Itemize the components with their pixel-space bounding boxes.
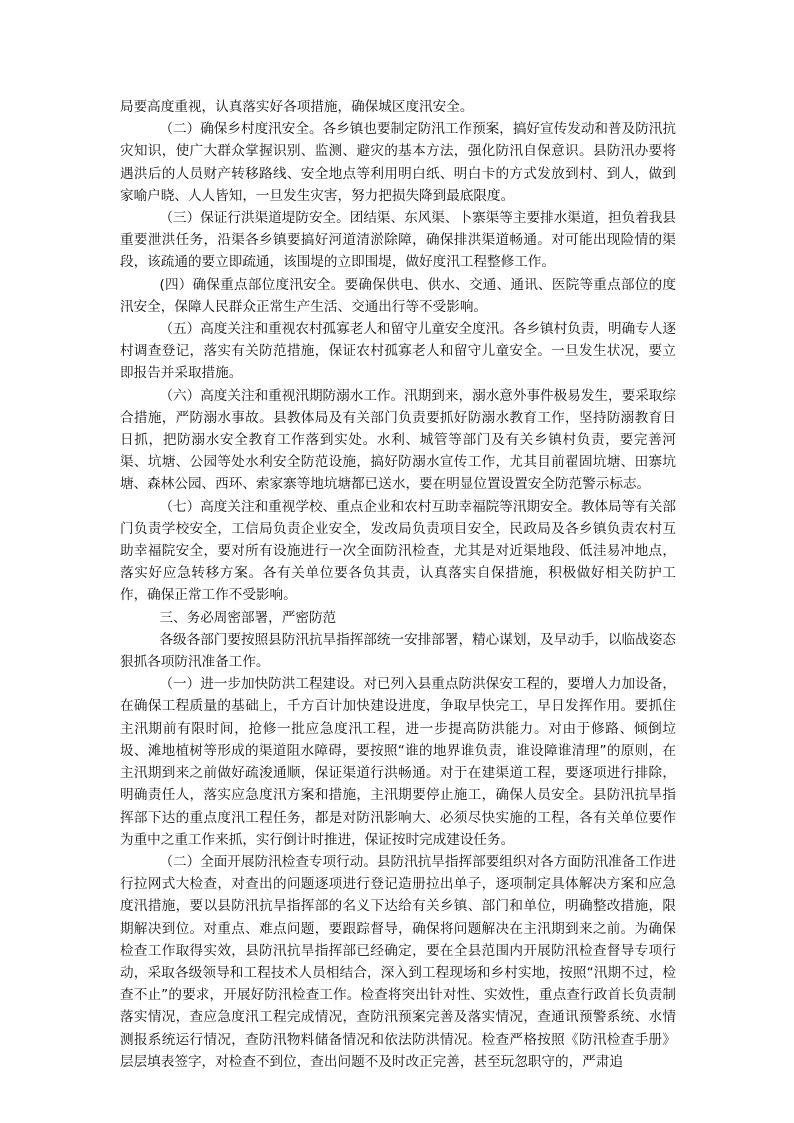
paragraph-channel-levee-safety: （三）保证行洪渠道堤防安全。团结渠、东风渠、卜寨渠等主要排水渠道，担负着我县重要泄洪任务，沿渠各乡镇要搞好河道清淤除障，确保排洪渠道畅通。对可能出现险情的渠段，该疏通的要立即疏通，该围堤的立即围堤，做好度汛工程整修工作。 <box>120 210 676 271</box>
paragraph-section-intro: 各级各部门要按照县防汛抗旱指挥部统一安排部署，精心谋划，及早动手，以临战姿态狠抓各项防汛准备工作。 <box>120 631 676 671</box>
paragraph-rural-flood-safety: （二）确保乡村度汛安全。各乡镇也要制定防汛工作预案，搞好宣传发动和普及防汛抗灾知识，使广大群众掌握识别、监测、避灾的基本方法，强化防汛自保意识。县防汛办要将遇洪后的人员财产转移路线、安全地点等利用明白纸、明白卡的方式发放到村、到人，做到家喻户晓、人人皆知，一旦发生灾害，努力把损失降到最底限度。 <box>120 121 676 204</box>
paragraph-key-sites-safety: (四）确保重点部位度汛安全。要确保供电、供水、交通、通讯、医院等重点部位的度汛安全，保障人民群众正常生产生活、交通出行等不受影响。 <box>120 276 676 315</box>
section-heading: 三、务必周密部署，严密防范 <box>159 609 337 626</box>
paragraph-schools-enterprises-safety: （七）高度关注和重视学校、重点企业和农村互助幸福院等汛期安全。教体局等有关部门负责学校安全，工信局负责企业安全，发改局负责项目安全，民政局及各乡镇负责农村互助幸福院安全，要对所有设施进行一次全面防汛检查，尤其是对近渠地段、低洼易冲地点，落实好应急转移方案。各有关单位要各负其责，认真落实自保措施，积极做好相关防护工作，确保正常工作不受影响。 <box>120 498 676 604</box>
paragraph-elderly-children-safety: （五）高度关注和重视农村孤寡老人和留守儿童安全度汛。各乡镇村负责，明确专人逐村调查登记，落实有关防范措施，保证农村孤寡老人和留守儿童安全。一旦发生状况，要立即报告并采取措施。 <box>120 321 676 382</box>
paragraph-drowning-prevention: （六）高度关注和重视汛期防溺水工作。汛期到来，溺水意外事件极易发生，要采取综合措施，严防溺水事故。县教体局及有关部门负责要抓好防溺水教育工作，坚持防溺教育日日抓，把防溺水安全教育工作落到实处。水利、城管等部门及有关乡镇村负责，要完善河渠、坑塘、公园等处水利安全防范设施，搞好防溺水宣传工作，尤其目前翟固坑塘、田寨坑塘、森林公园、西环、索家寨等地坑塘都已送水，要在明显位置设置安全防范警示标志。 <box>120 387 676 493</box>
paragraph-flood-works-construction: （一）进一步加快防洪工程建设。对已列入县重点防洪保安工程的，要增人力加设备，在确保工程质量的基础上，千方百计加快建设进度，争取早快完工，早日发挥作用。要抓住主汛期前有限时间，抢修一批应急度汛工程，进一步提高防洪能力。对由于修路、倾倒垃圾、滩地植树等形成的渠道阻水障碍，要按照“谁的地界谁负责，谁设障谁清理”的原则，在主汛期到来之前做好疏浚通顺，保证渠道行洪畅通。对于在建渠道工程，要逐项进行排除，明确责任人，落实应急度汛方案和措施，主汛期要停止施工，确保人员安全。县防汛抗旱指挥部下达的重点度汛工程任务，都是对防汛影响大、必须尽快实施的工程，各有关单位要作为重中之重工作来抓，实行倒计时推进，保证按时完成建设任务。 <box>120 676 676 848</box>
paragraph-flood-inspection: （二）全面开展防汛检查专项行动。县防汛抗旱指挥部要组织对各方面防汛准备工作进行拉网式大检查，对查出的问题逐项进行登记造册拉出单子，逐项制定具体解决方案和应急度汛措施，要以县防汛抗旱指挥部的名义下达给有关乡镇、部门和单位，明确整改措施，限期解决到位。对重点、难点问题，要跟踪督导，确保将问题解决在主汛期到来之前。为确保检查工作取得实效，县防汛抗旱指挥部已经确定，要在全县范围内开展防汛检查督导专项行动，采取各级领导和工程技术人员相结合，深入到工程现场和乡村实地，按照“汛期不过，检查不止”的要求，开展好防汛检查工作。检查将突出针对性、实效性，重点查行政首长负责制落实情况，查应急度汛工程完成情况，查防汛预案完善及落实情况，查通讯预警系统、水情测报系统运行情况，查防汛物料储备情况和依法防洪情况。检查严格按照《防汛检查手册》层层填表签字，对检查不到位，查出问题不及时改正完善，甚至玩忽职守的，严肃追 <box>120 853 676 1070</box>
paragraph-continuation: 局要高度重视，认真落实好各项措施，确保城区度汛安全。 <box>120 99 474 115</box>
document-page <box>120 96 676 1073</box>
